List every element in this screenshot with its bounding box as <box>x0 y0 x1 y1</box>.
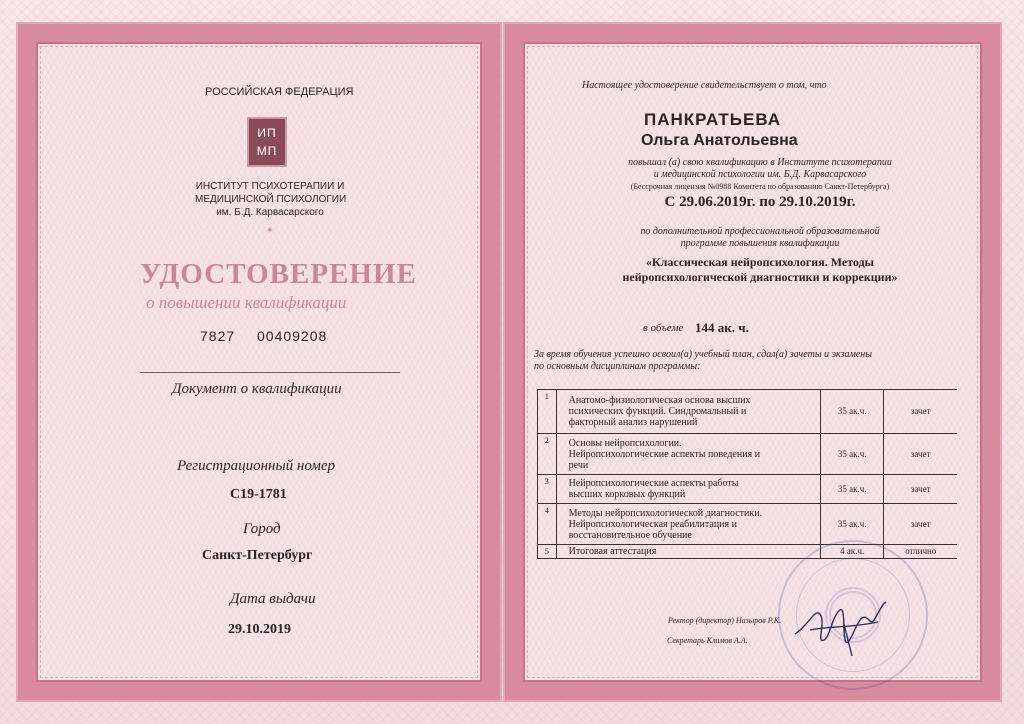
divider <box>140 372 400 373</box>
discipline-grade: зачет <box>884 390 957 434</box>
city-label: Город <box>243 521 281 537</box>
row-number: 2 <box>538 434 557 475</box>
table-row <box>538 475 958 504</box>
document-type: Документ о квалификации <box>172 381 342 397</box>
institute-line3: им. Б.Д. Карвасарского <box>216 207 324 218</box>
discipline-line: Нейропсихологические аспекты работы <box>568 478 739 489</box>
star-ornament: ✦ <box>266 225 274 235</box>
discipline-grade: зачет <box>884 475 957 504</box>
program-text <box>540 226 980 250</box>
table-row <box>538 434 958 475</box>
discipline-hours: 35 ак.ч. <box>820 434 883 475</box>
disciplines-table <box>537 389 957 559</box>
discipline-grade: зачет <box>884 434 957 475</box>
table-row <box>538 504 958 545</box>
first-name: Ольга Анатольевна <box>641 132 798 149</box>
registration-number: С19-1781 <box>230 487 287 502</box>
row-number: 4 <box>538 504 557 545</box>
program-line1: по дополнительной профессиональной образовательной <box>640 226 880 237</box>
discipline-name <box>556 434 820 475</box>
course-title <box>540 255 980 285</box>
discipline-name <box>556 545 820 559</box>
discipline-hours: 35 ак.ч. <box>820 504 883 545</box>
discipline-line: восстановительное обучение <box>568 529 692 541</box>
logo-line2: МП <box>256 144 278 158</box>
discipline-hours: 35 ак.ч. <box>820 390 883 434</box>
certificate-title: УДОСТОВЕРЕНИЕ <box>140 258 417 290</box>
discipline-line: психических функций. Синдромальный и <box>568 406 747 417</box>
discipline-line: факторный анализ нарушений <box>568 417 698 428</box>
studied-text <box>534 349 872 373</box>
discipline-grade: зачет <box>884 504 957 545</box>
intro-text: Настоящее удостоверение свидетельствует о том, что <box>582 80 827 91</box>
institute-logo <box>247 117 287 167</box>
discipline-grade: отлично <box>884 545 957 559</box>
surname: ПАНКРАТЬЕВА <box>644 110 782 129</box>
city-value: Санкт-Петербург <box>202 548 313 563</box>
institute-name <box>195 180 345 219</box>
discipline-name <box>556 390 820 434</box>
table-row <box>538 390 958 434</box>
qualification-line1: повышал (а) свою квалификацию в Институте психотерапии <box>628 157 892 168</box>
issue-date: 29.10.2019 <box>228 622 291 637</box>
discipline-line: высших корковых функций <box>568 489 686 500</box>
discipline-line: Основы нейропсихологии. <box>568 437 682 449</box>
row-number: 1 <box>538 390 557 434</box>
discipline-line: Итоговая аттестация <box>568 546 657 557</box>
course-line1: «Классическая нейропсихология. Методы <box>645 255 875 269</box>
registration-label: Регистрационный номер <box>177 458 336 474</box>
course-line2: нейропсихологической диагностики и коррекции» <box>622 270 898 284</box>
study-period: С 29.06.2019г. по 29.10.2019г. <box>664 194 856 210</box>
discipline-line: Анатомо-физиологическая основа высших <box>568 395 751 406</box>
studied-line1: За время обучения успешно освоил(а) учебный план, сдал(а) зачеты и экзамены <box>534 349 873 360</box>
discipline-line: Нейропсихологические аспекты поведения и <box>568 448 760 460</box>
discipline-line: речи <box>568 459 589 471</box>
discipline-hours: 4 ак.ч. <box>820 545 883 559</box>
discipline-line: Нейропсихологическая реабилитация и <box>568 518 737 530</box>
program-line2: программе повышения квалификации <box>680 238 840 249</box>
qualification-text <box>540 157 980 181</box>
rector-label: Ректор (директор) Назыров Р.К. <box>668 616 782 625</box>
qualification-line2: и медицинской психологии им. Б.Д. Карвасарского <box>653 169 867 180</box>
institute-line2: МЕДИЦИНСКОЙ ПСИХОЛОГИИ <box>195 194 347 205</box>
studied-line2: по основным дисциплинам программы: <box>534 361 701 372</box>
country-label: РОССИЙСКАЯ ФЕДЕРАЦИЯ <box>205 86 354 98</box>
logo-line1: ИП <box>257 126 277 140</box>
volume-value: 144 ак. ч. <box>695 320 749 335</box>
row-number: 5 <box>538 545 557 559</box>
institute-line1: ИНСТИТУТ ПСИХОТЕРАПИИ И <box>195 181 345 192</box>
discipline-name <box>556 475 820 504</box>
certificate-series: 7827 <box>200 328 236 344</box>
issue-date-label: Дата выдачи <box>230 591 316 607</box>
row-number: 3 <box>538 475 557 504</box>
volume-label: в объеме <box>643 322 684 334</box>
discipline-line: Методы нейропсихологической диагностики. <box>568 507 763 519</box>
discipline-hours: 35 ак.ч. <box>820 475 883 504</box>
license-text: (Бессрочная лицензия №0988 Комитета по образованию Санкт-Петербурга) <box>630 182 890 191</box>
discipline-name <box>556 504 820 545</box>
signature <box>790 596 890 658</box>
certificate-subtitle: о повышении квалификации <box>146 293 347 312</box>
secretary-label: Секретарь Климов А.А. <box>667 636 748 645</box>
certificate-number: 00409208 <box>257 328 328 344</box>
